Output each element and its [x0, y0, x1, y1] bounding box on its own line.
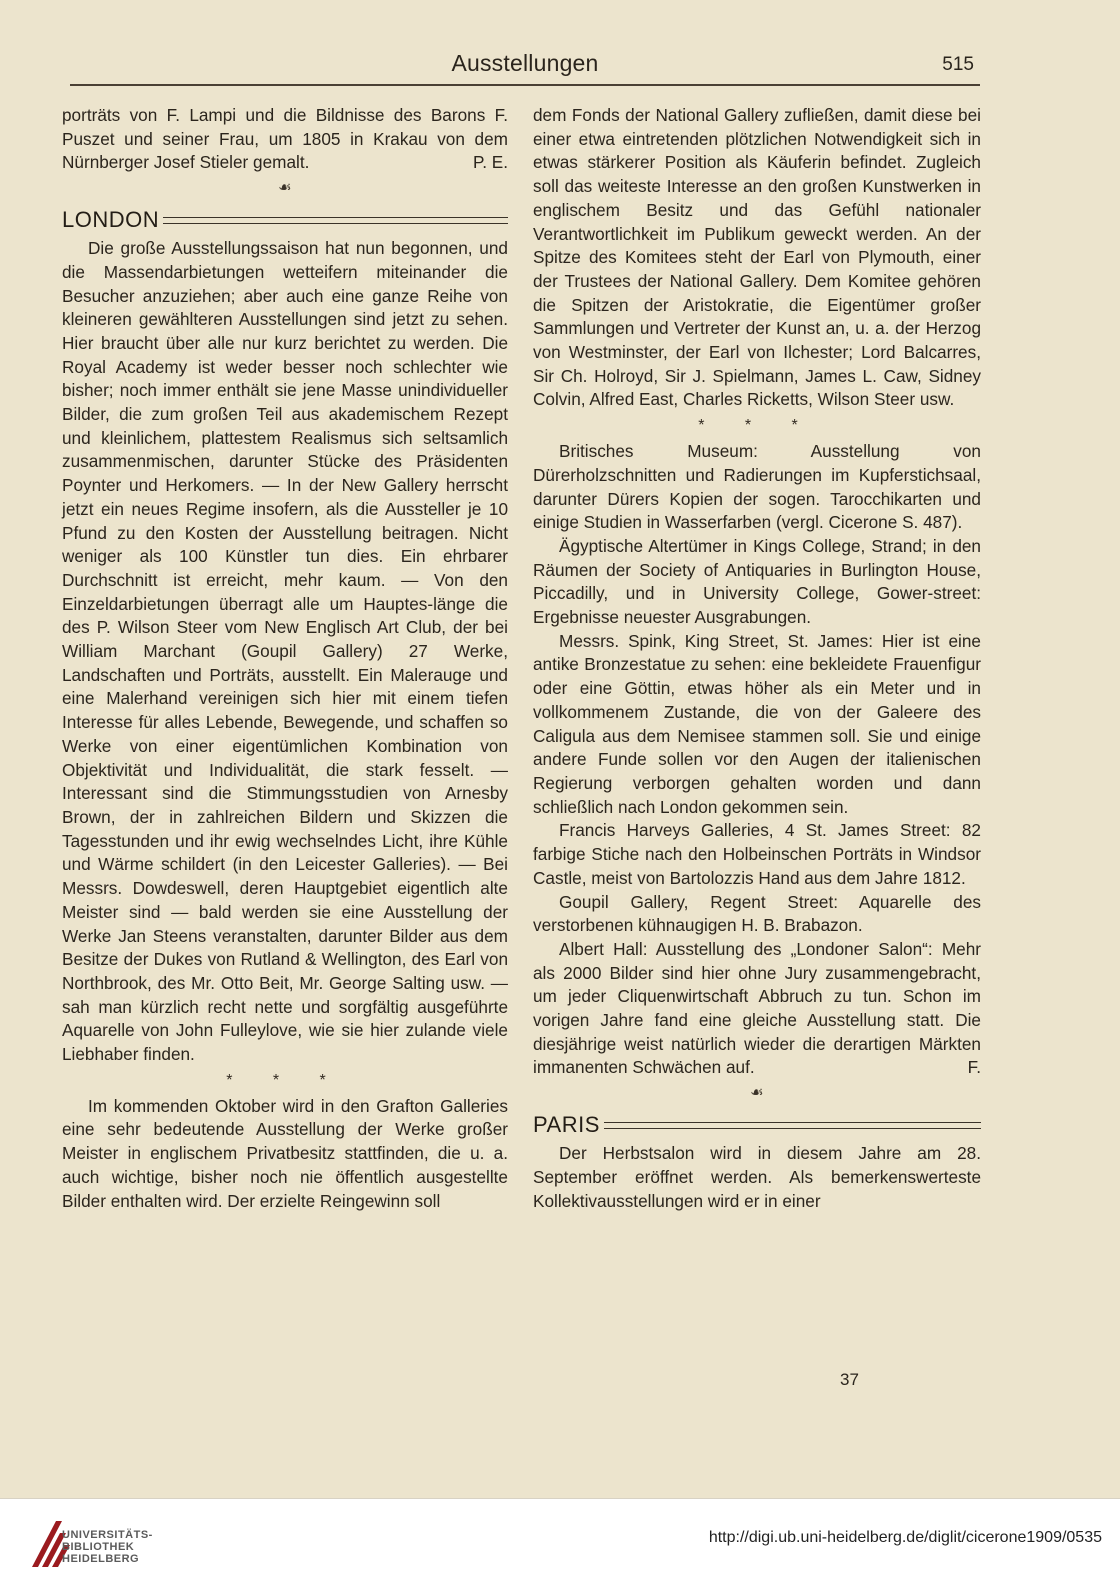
albert-signature: F. [967, 1057, 981, 1078]
library-name-line-1: UNIVERSITÄTS- [62, 1529, 153, 1541]
library-name [62, 1529, 153, 1565]
sheet-number: 37 [840, 1370, 859, 1389]
running-head [70, 46, 980, 86]
page-number: 515 [942, 54, 974, 75]
library-name-line-2: BIBLIOTHEK [62, 1541, 135, 1553]
section-title-london: LONDON [62, 207, 160, 233]
museum-paragraph: Britisches Museum: Ausstellung von Dürerholzschnitten und Radierungen im Kupferstichsaal, darunter Dürers Kopien der sogen. Tarocchikarten und einige Studien in Wasserfarben (vergl. Cicerone S. 487). [533, 441, 981, 533]
london-paragraph-1: Die große Ausstellungssaison hat nun begonnen, und die Massendarbietungen wetteifern miteinander die Besucher anzuziehen; aber auch eine ganze Reihe von kleineren gewählteren Ausstellungen sind jetzt zu sehen. Hier braucht über alle nur kurz berichtet zu werden. Die Royal Academy ist weder besser noch schlechter wie bisher; noch immer enthält sie jene Masse unindividueller Bilder, die zum großen Teil aus akademischem Rezept und kleinlichem, plattestem Realismus sich seltsamlich zusammenmischen, darunter Stücke des Präsidenten Poynter und Herkomers. — In der New Gallery herrscht jetzt ein neues Regime insofern, als die Aussteller je 10 Pfund zu den Kosten der Ausstellung beitragen. Nicht weniger als 100 Künstler tun dies. Ein ehrbarer Durchschnitt ist erreicht, mehr kaum. — Von den Einzeldarbietungen überragt alle um Hauptes-länge die des P. Wilson Steer vom New Englisch Art Club, der bei William Marchant (Goupil Gallery) 27 Werke, Landschaften und Porträts, ausstellt. Ein Malerauge und eine Malerhand vereinigen sich hier mit einem tiefen Interesse für alles Lebende, Bewegende, und schaffen so Werke von einer eigentümlichen Kombination von Objektivität und Individualität, die stark fesselt. — Interessant sind die Stimmungsstudien von Arnesby Brown, der in zahlreichen Bildern und Skizzen die Tagesstunden und ihr ewig wechselndes Licht, ihre Kühle und Wärme schildert (in den Leicester Galleries). — Bei Messrs. Dowdeswell, deren Hauptgebiet eigentlich alte Meister sind — bald werden sie eine Ausstellung der Werke Jan Steens veranstalten, darunter Bilder aus dem Besitze der Dukes von Rutland & Wellington, des Earl von Northbrook, des Mr. Otto Beit, Mr. George Salting usw. — sah man kürzlich recht nette und sorgfältig ausgeführte Aquarelle von John Fulleylove, wie sie hier zulande viele Liebhaber finden. [62, 238, 508, 1065]
intro-paragraph [62, 104, 508, 175]
paris-paragraph: Der Herbstsalon wird in diesem Jahre am 28. September eröffnet werden. Als bemerkenswerteste Kollektivausstellungen wird er in einer [533, 1143, 981, 1211]
library-name-line-3: HEIDELBERG [62, 1553, 140, 1565]
section-heading-paris [533, 1110, 981, 1140]
section-stars: * * * [698, 417, 816, 435]
header-rule [70, 84, 980, 86]
albert-paragraph [533, 938, 981, 1080]
harvey-paragraph: Francis Harveys Galleries, 4 St. James Street: 82 farbige Stiche nach den Holbeinschen Porträts in Windsor Castle, meist von Bartolozzis Hand aus dem Jahre 1812. [533, 820, 981, 888]
section-rule [163, 217, 508, 224]
intro-signature: P. E. [472, 152, 508, 173]
running-title: Ausstellungen [451, 50, 599, 76]
spink-paragraph: Messrs. Spink, King Street, St. James: Hier ist eine antike Bronzestatue zu sehen: eine bekleidete Frauenfigur oder eine Göttin, etwas höher als ein Meter und in vollkommenem Zustande, die von der Galeere des Caligula aus dem Nemisee stammen soll. Sie und einige andere Funde sollen vor den Augen der italienischen Regierung verborgen gehalten worden und dann schließlich nach London gekommen sein. [533, 630, 981, 817]
section-title-paris: PARIS [533, 1112, 600, 1138]
section-ornament: ☙ [278, 179, 292, 197]
section-rule [604, 1122, 981, 1129]
intro-text: porträts von F. Lampi und die Bildnisse des Barons F. Puszet und seiner Frau, um 1805 in Krakau von dem Nürnberger Josef Stieler gemalt. [62, 105, 508, 173]
goupil-paragraph: Goupil Gallery, Regent Street: Aquarelle des verstorbenen kühnaugigen H. B. Brabazon. [533, 891, 981, 936]
section-stars: * * * [226, 1071, 344, 1089]
section-ornament: ☙ [750, 1084, 764, 1102]
continued-paragraph: dem Fonds der National Gallery zufließen, damit diese bei einer etwa eintretenden plötzlichen Notwendigkeit sich in etwas stärkerer Position als Käuferin befindet. Zugleich soll das weiteste Interesse an den großen Kunstwerken in englischem Besitz und das Gefühl nationaler Verantwortlichkeit im Publikum geweckt werden. An der Spitze des Komitees steht der Earl von Plymouth, einer der Trustees der National Gallery. Dem Komitee gehören die Spitzen der Aristokratie, die Eigentümer großer Sammlungen und Vertreter der Kunst an, u. a. der Herzog von Westminster, der Earl von Ilchester; Lord Balcarres, Sir Ch. Holroyd, Sir J. Spielmann, James L. Caw, Sidney Colvin, Alfred East, Charles Ricketts, Wilson Steer usw. [533, 105, 981, 410]
viewer-footer [0, 1498, 1120, 1592]
left-column [62, 104, 508, 1213]
source-url[interactable]: http://digi.ub.uni-heidelberg.de/diglit/cicerone1909/0535 [708, 1529, 1102, 1546]
section-heading-london [62, 205, 508, 235]
london-paragraph-2: Im kommenden Oktober wird in den Grafton Galleries eine sehr bedeutende Ausstellung der Werke großer Meister in englischem Privatbesitz stattfinden, die u. a. auch wichtige, bisher noch nie öffentlich ausgestellte Bilder enthalten wird. Der erzielte Reingewinn soll [62, 1095, 508, 1211]
egypt-paragraph: Ägyptische Altertümer in Kings College, Strand; in den Räumen der Society of Antiquaries in Burlington House, Piccadilly, und in University College, Gower-street: Ergebnisse neuester Ausgrabungen. [533, 535, 981, 628]
right-column [533, 104, 981, 1213]
albert-text: Albert Hall: Ausstellung des „Londoner Salon“: Mehr als 2000 Bilder sind hier ohne Jury zusammengebracht, um jeder Cliquenwirtschaft Abbruch zu tun. Schon im vorigen Jahre fand eine gleiche Ausstellung statt. Die diesjährige weist natürlich wieder die derartigen Märkten immanenten Schwächen auf. [533, 938, 981, 1078]
